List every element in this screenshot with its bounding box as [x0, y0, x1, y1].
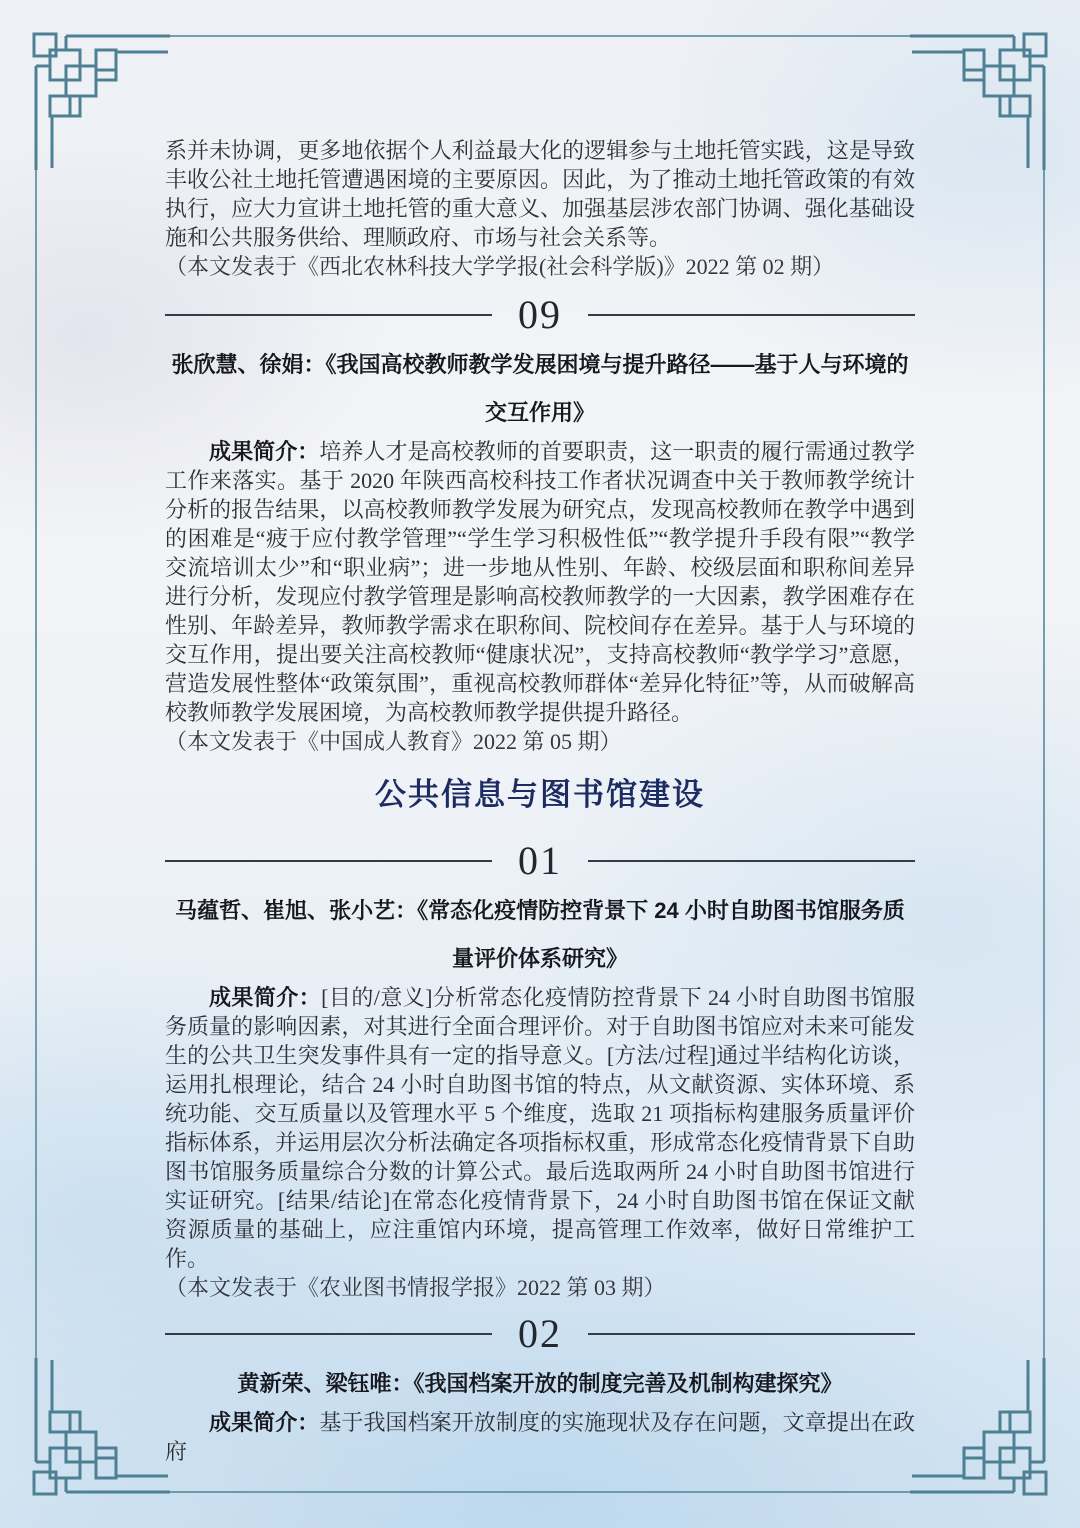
item-01-abstract — [165, 983, 915, 1273]
abstract-label: 成果简介： — [209, 439, 320, 464]
abstract-text: 培养人才是高校教师的首要职责，这一职责的履行需通过教学工作来落实。基于 2020 年陕西高校科技工作者状况调查中关于教师教学统计分析的报告结果，以高校教师教学发展为研究点，发现高校教师在教学中遇到的困难是“疲于应付教学管理”“学生学习积极性低”“教学提升手段有限”“教学交流培训太少”和“职业病”；进一步地从性别、年龄、校级层面和职称间差异进行分析，发现应付教学管理是影响高校教师教学的一大因素，教学困难存在性别、年龄差异，教师教学需求在职称间、院校间存在差异。基于人与环境的交互作用，提出要关注高校教师“健康状况”，支持高校教师“教学学习”意愿，营造发展性整体“政策氛围”，重视高校教师群体“差异化特征”等，从而破解高校教师教学发展困境，为高校教师教学提供提升路径。 — [165, 439, 915, 725]
fret-corner-bottom-left-icon — [0, 1358, 170, 1528]
abstract-text: 基于我国档案开放制度的实施现状及存在问题，文章提出在政府 — [165, 1409, 915, 1464]
divider-rule-right — [588, 860, 915, 862]
divider-01 — [165, 837, 915, 885]
frame-border-bottom — [168, 1491, 912, 1493]
intro-source-line: （本文发表于《西北农林科技大学学报(社会科学版)》2022 第 02 期） — [165, 254, 835, 279]
item-01-source-line: （本文发表于《农业图书情报学报》2022 第 03 期） — [165, 1274, 666, 1300]
divider-09 — [165, 291, 915, 339]
fret-corner-top-right-icon — [910, 0, 1080, 170]
divider-rule-left — [165, 1333, 492, 1335]
divider-rule-left — [165, 860, 492, 862]
item-09-abstract — [165, 437, 915, 727]
abstract-text: [目的/意义]分析常态化疫情防控背景下 24 小时自助图书馆服务质量的影响因素，对其进行全面合理评价。对于自助图书馆应对未来可能发生的公共卫生突发事件具有一定的指导意义。[方法/过程]通过半结构化访谈，运用扎根理论，结合 24 小时自助图书馆的特点，从文献资源、实体环境、系统功能、交互质量以及管理水平 5 个维度，选取 21 项指标构建服务质量评价指标体系，并运用层次分析法确定各项指标权重，形成常态化疫情背景下自助图书馆服务质量综合分数的计算公式。最后选取两所 24 小时自助图书馆进行实证研究。[结果/结论]在常态化疫情背景下，24 小时自助图书馆在保证文献资源质量的基础上，应注重馆内环境，提高管理工作效率，做好日常维护工作。 — [165, 984, 915, 1271]
fret-corner-bottom-right-icon — [910, 1358, 1080, 1528]
item-number: 01 — [518, 837, 562, 883]
divider-rule-right — [588, 314, 915, 316]
frame-border-right — [1043, 168, 1045, 1360]
item-02-title: 黄新荣、梁钰唯：《我国档案开放的制度完善及机制构建探究》 — [237, 1370, 843, 1396]
item-number: 02 — [518, 1310, 562, 1356]
item-09-title: 张欣慧、徐娟：《我国高校教师教学发展困境与提升路径——基于人与环境的交互作用》 — [171, 352, 909, 425]
divider-02 — [165, 1310, 915, 1358]
page-content — [165, 0, 915, 1466]
divider-rule-right — [588, 1333, 915, 1335]
item-02-abstract — [165, 1408, 915, 1466]
item-number: 09 — [518, 292, 562, 337]
frame-border-left — [35, 168, 37, 1360]
fret-corner-top-left-icon — [0, 0, 170, 170]
divider-rule-left — [165, 314, 492, 316]
section-heading: 公共信息与图书馆建设 — [375, 777, 705, 812]
item-09-source-line: （本文发表于《中国成人教育》2022 第 05 期） — [165, 729, 622, 754]
item-01-title: 马蕴哲、崔旭、张小艺：《常态化疫情防控背景下 24 小时自助图书馆服务质量评价体系研究》 — [175, 897, 905, 971]
abstract-label: 成果简介： — [209, 984, 322, 1010]
abstract-label: 成果简介： — [209, 1409, 320, 1435]
intro-paragraph: 系并未协调，更多地依据个人利益最大化的逻辑参与土地托管实践，这是导致丰收公社土地托管遭遇困境的主要原因。因此，为了推动土地托管政策的有效执行，应大力宣讲土地托管的重大意义、加强基层涉农部门协调、强化基础设施和公共服务供给、理顺政府、市场与社会关系等。 — [165, 138, 915, 250]
